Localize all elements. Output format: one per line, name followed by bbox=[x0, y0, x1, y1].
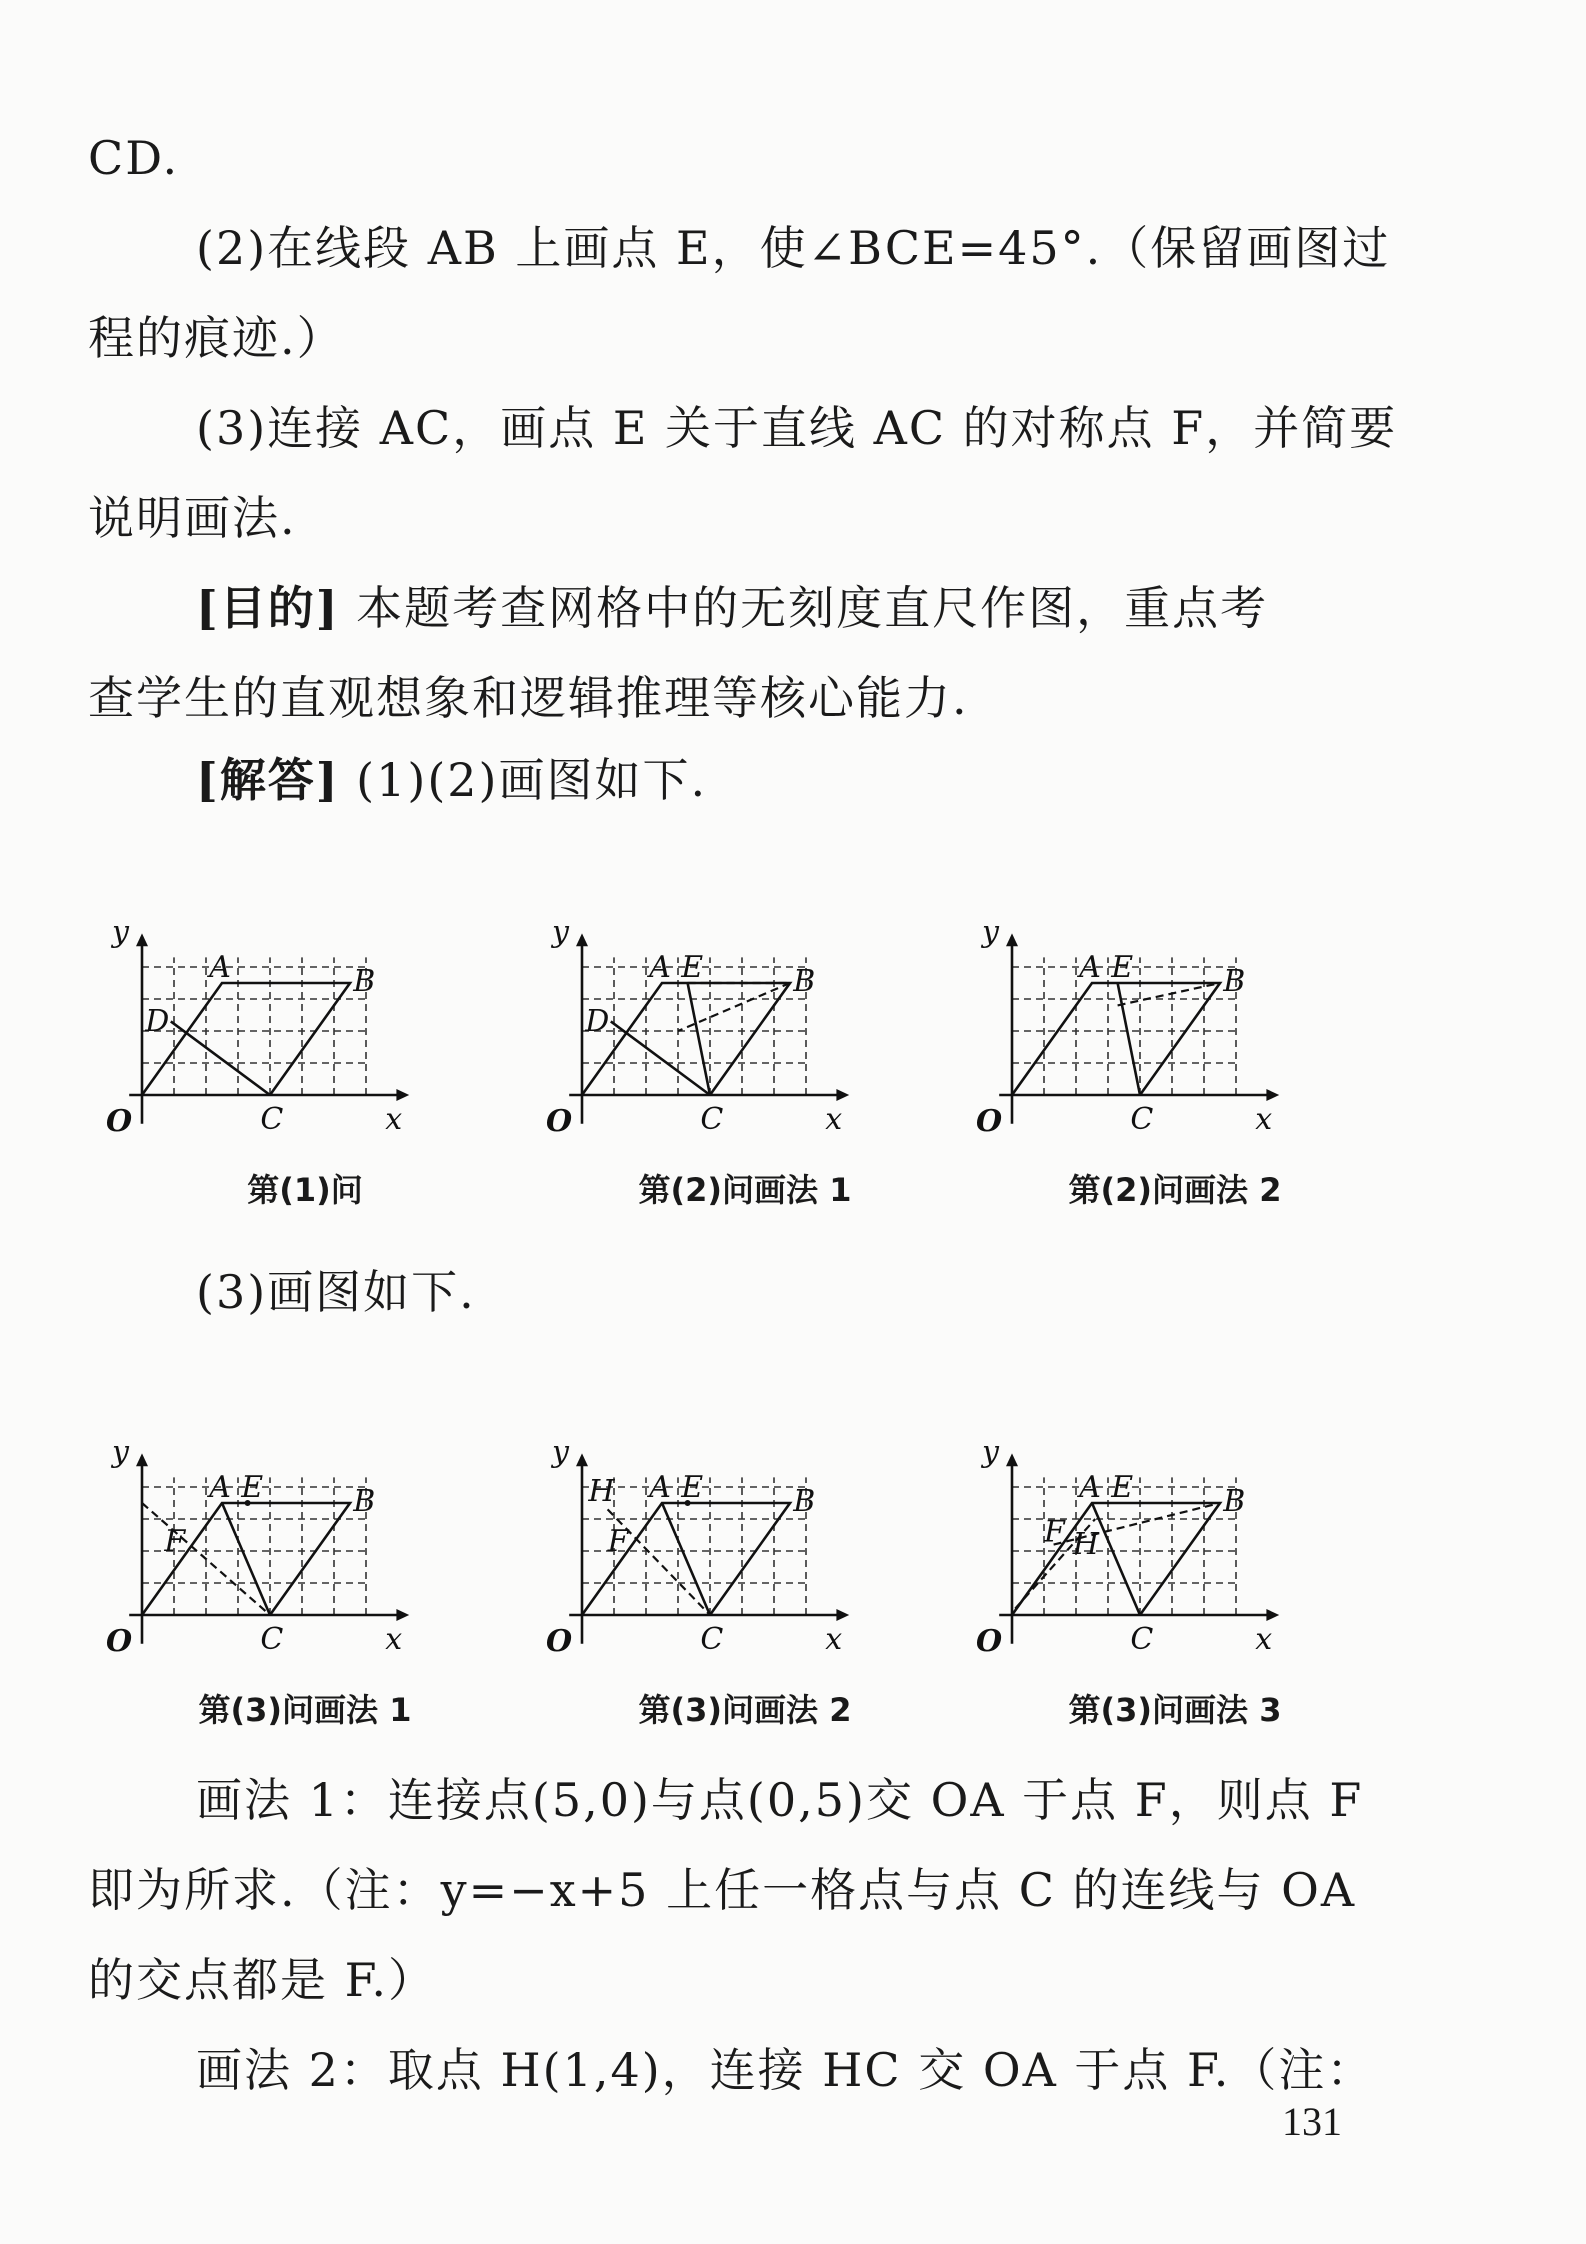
y-axis-label: y bbox=[982, 1434, 999, 1470]
point-c-label: C bbox=[260, 1622, 284, 1657]
x-axis-arrow bbox=[396, 1609, 409, 1621]
figure-caption: 第(2)问画法 2 bbox=[1068, 1171, 1282, 1209]
point-c-label: C bbox=[700, 1622, 724, 1657]
y-axis-arrow bbox=[136, 933, 148, 946]
text-line-3: 程的痕迹.） bbox=[88, 311, 345, 365]
text-line-1: CD. bbox=[88, 131, 180, 185]
segment-cd bbox=[171, 1021, 270, 1095]
purpose-text: 本题考查网格中的无刻度直尺作图，重点考 bbox=[356, 581, 1269, 635]
point-d-label: D bbox=[145, 1004, 170, 1039]
x-axis-arrow bbox=[396, 1089, 409, 1101]
figure-q3-method1 bbox=[90, 1370, 520, 1729]
x-axis-arrow bbox=[1266, 1609, 1279, 1621]
figure-q2-method2-graph bbox=[960, 850, 1390, 1150]
point-b-label: B bbox=[793, 964, 816, 999]
x-axis-label: x bbox=[825, 1622, 843, 1657]
point-b-label: B bbox=[1223, 1484, 1246, 1519]
point-b-label: B bbox=[793, 1484, 816, 1519]
origin-label: O bbox=[976, 1624, 1003, 1659]
point-e-label: E bbox=[1111, 950, 1134, 985]
text-line-7: 查学生的直观想象和逻辑推理等核心能力. bbox=[88, 671, 969, 725]
point-a-label: A bbox=[1079, 1470, 1101, 1505]
text-line-12: 的交点都是 F.） bbox=[88, 1953, 436, 2007]
figure-q2-method2 bbox=[960, 850, 1390, 1209]
x-axis-label: x bbox=[1255, 1622, 1273, 1657]
y-axis-label: y bbox=[112, 914, 129, 950]
point-a-label: A bbox=[649, 950, 671, 985]
figure-q1 bbox=[90, 850, 520, 1209]
x-axis-label: x bbox=[385, 1622, 403, 1657]
y-axis-label: y bbox=[552, 914, 569, 950]
point-f-label: F bbox=[1044, 1514, 1065, 1550]
point-a-label: A bbox=[1079, 950, 1101, 985]
x-axis-arrow bbox=[836, 1609, 849, 1621]
segment-cd bbox=[611, 1021, 710, 1095]
answer-tag: [解答] bbox=[196, 753, 340, 807]
figure-q1-graph bbox=[90, 850, 520, 1150]
figure-q3-method2 bbox=[530, 1370, 960, 1729]
x-axis-arrow bbox=[836, 1089, 849, 1101]
point-h-label: H bbox=[588, 1474, 615, 1509]
figure-caption: 第(3)问画法 2 bbox=[638, 1691, 852, 1729]
point-e-label: E bbox=[681, 1470, 704, 1505]
x-axis-arrow bbox=[1266, 1089, 1279, 1101]
point-d-label: D bbox=[585, 1004, 610, 1039]
y-axis-arrow bbox=[136, 1453, 148, 1466]
text-line-13: 画法 2：取点 H(1,4)，连接 HC 交 OA 于点 F.（注： bbox=[196, 2043, 1375, 2097]
point-e-label: E bbox=[241, 1470, 264, 1505]
figure-q3-method3-graph bbox=[960, 1370, 1390, 1670]
y-axis-arrow bbox=[1006, 933, 1018, 946]
y-axis-label: y bbox=[112, 1434, 129, 1470]
y-axis-arrow bbox=[1006, 1453, 1018, 1466]
segment-ac bbox=[662, 1503, 710, 1615]
x-axis-label: x bbox=[1255, 1102, 1273, 1137]
parallelogram-outline bbox=[1012, 983, 1220, 1095]
answer-text: (1)(2)画图如下. bbox=[356, 753, 708, 807]
figure-q2-method1-graph bbox=[530, 850, 960, 1150]
point-a-label: A bbox=[649, 1470, 671, 1505]
figure-caption: 第(2)问画法 1 bbox=[638, 1171, 852, 1209]
text-line-11: 即为所求.（注：y=−x+5 上任一格点与点 C 的连线与 OA bbox=[88, 1863, 1357, 1917]
figure-q3-method1-graph bbox=[90, 1370, 520, 1670]
purpose-tag: [目的] bbox=[196, 581, 340, 635]
origin-label: O bbox=[106, 1104, 133, 1139]
point-b-label: B bbox=[353, 1484, 376, 1519]
point-f-label: F bbox=[164, 1524, 186, 1559]
text-line-2: (2)在线段 AB 上画点 E，使∠BCE=45°.（保留画图过 bbox=[196, 221, 1391, 275]
y-axis-arrow bbox=[576, 933, 588, 946]
point-b-label: B bbox=[353, 964, 376, 999]
point-a-label: A bbox=[209, 950, 231, 985]
page-number: 131 bbox=[1282, 2099, 1342, 2144]
segment-ac bbox=[222, 1503, 270, 1615]
point-c-label: C bbox=[260, 1102, 284, 1137]
text-line-10: 画法 1：连接点(5,0)与点(0,5)交 OA 于点 F，则点 F bbox=[196, 1773, 1364, 1827]
figure-q2-method1 bbox=[530, 850, 960, 1209]
point-c-label: C bbox=[1130, 1622, 1154, 1657]
point-c-label: C bbox=[1130, 1102, 1154, 1137]
x-axis-label: x bbox=[825, 1102, 843, 1137]
point-f-label: F bbox=[607, 1524, 629, 1559]
point-e-label: E bbox=[1111, 1470, 1134, 1505]
figure-q3-method2-graph bbox=[530, 1370, 960, 1670]
origin-label: O bbox=[106, 1624, 133, 1659]
point-b-label: B bbox=[1223, 964, 1246, 999]
point-h-label: H bbox=[1072, 1527, 1099, 1563]
text-line-5: 说明画法. bbox=[88, 491, 297, 545]
y-axis-arrow bbox=[576, 1453, 588, 1466]
origin-label: O bbox=[976, 1104, 1003, 1139]
segment-ac bbox=[1092, 1503, 1140, 1615]
text-line-4: (3)连接 AC，画点 E 关于直线 AC 的对称点 F，并简要 bbox=[196, 401, 1398, 455]
origin-label: O bbox=[546, 1104, 573, 1139]
figure-caption: 第(1)问 bbox=[247, 1171, 363, 1209]
point-a-label: A bbox=[209, 1470, 231, 1505]
text-line-6 bbox=[196, 578, 1496, 638]
figure-q3-method3 bbox=[960, 1370, 1390, 1729]
point-c-label: C bbox=[700, 1102, 724, 1137]
text-line-8 bbox=[196, 750, 1496, 810]
x-axis-label: x bbox=[385, 1102, 403, 1137]
figure-caption: 第(3)问画法 3 bbox=[1068, 1691, 1282, 1729]
text-line-9: (3)画图如下. bbox=[196, 1265, 476, 1319]
origin-label: O bbox=[546, 1624, 573, 1659]
figure-caption: 第(3)问画法 1 bbox=[198, 1691, 412, 1729]
point-e-label: E bbox=[681, 950, 704, 985]
y-axis-label: y bbox=[552, 1434, 569, 1470]
y-axis-label: y bbox=[982, 914, 999, 950]
